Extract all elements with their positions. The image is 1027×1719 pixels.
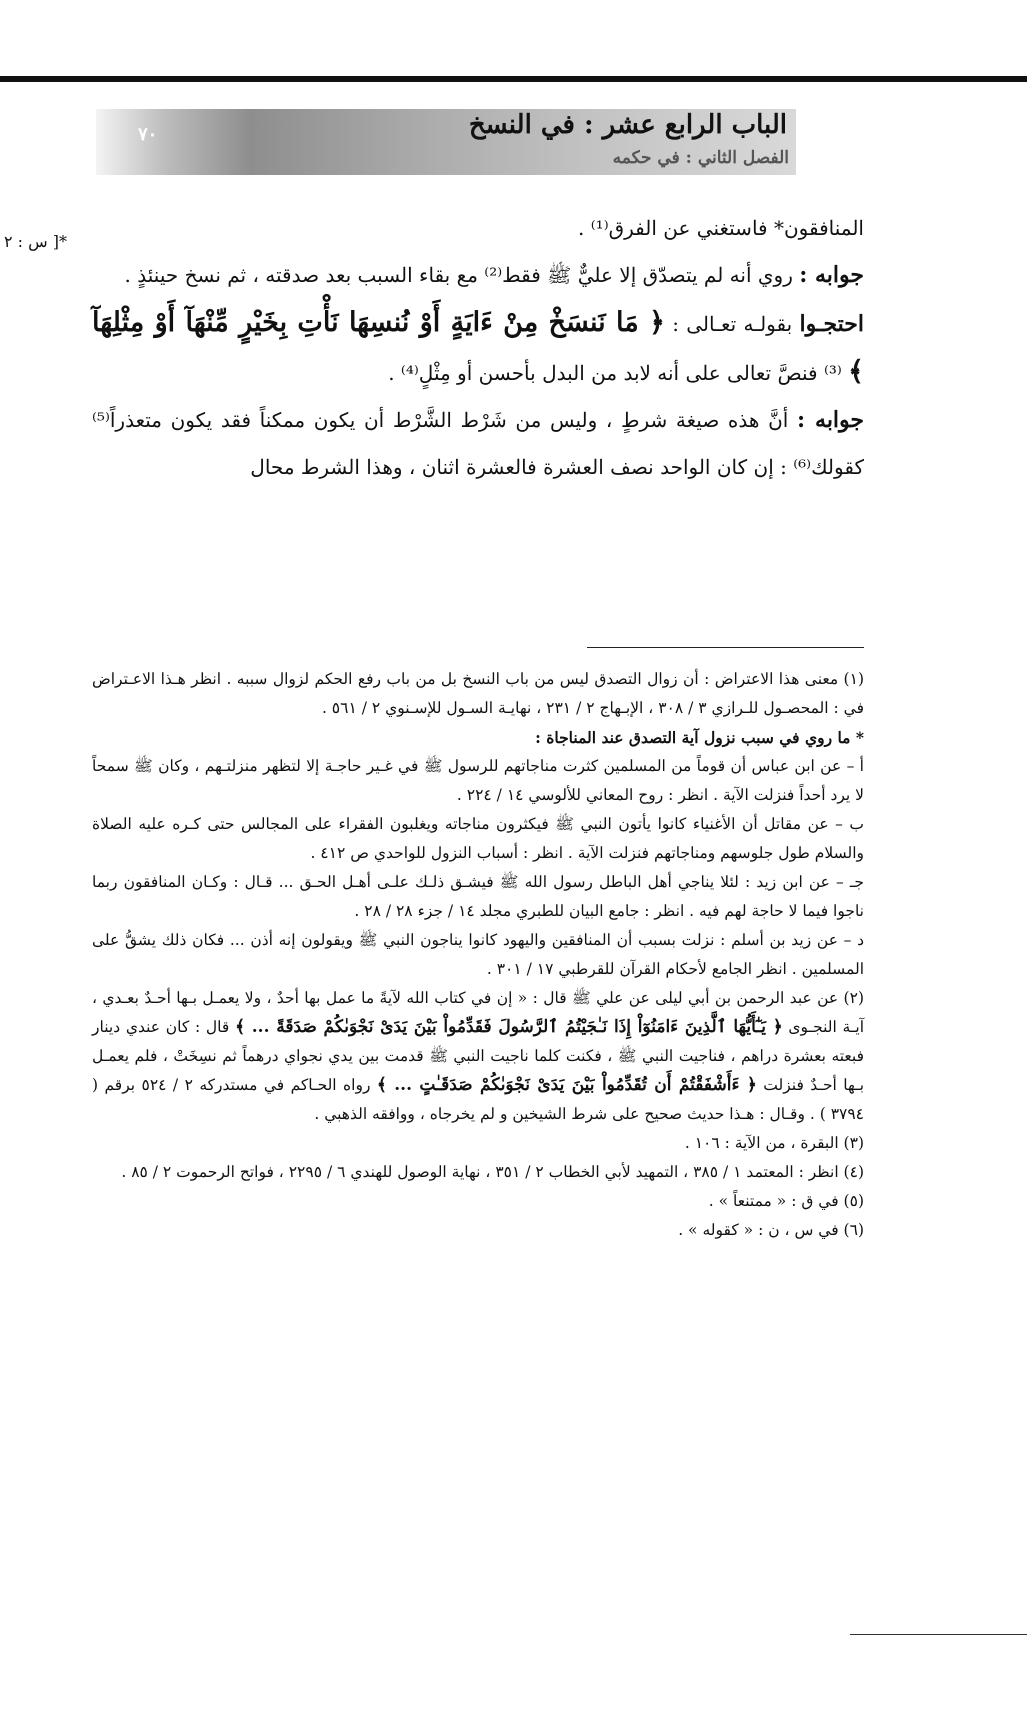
footnote-4: (٤) انظر : المعتمد ١ / ٣٨٥ ، التمهيد لأبي الخطاب ٢ / ٣٥١ ، نهاية الوصول للهندي ٦ / ٢٢٩٥ ، فواتح الرحموت ٢ / ٨٥ . — [121, 1163, 864, 1181]
top-rule — [0, 76, 1027, 82]
chapter-title: الباب الرابع عشر : في النسخ — [468, 110, 787, 140]
footnote-2 — [92, 984, 864, 1129]
footnote-star-c: جـ – عن ابن زيد : لئلا يناجي أهل الباطل رسول الله ﷺ فيشـق ذلـك علـى أهـل الحـق ... قـال : وكـان المنافقون ربما ناجوا فيما لا حاجة لهم فيه . انظر : جامع البيان للطبري مجلد ١٤ / جزء ٢٨ / ٢٨ . — [92, 873, 864, 920]
quran-verse: ﴿ ءَأَشْفَقْتُمْ أَن تُقَدِّمُواْ بَيْنَ يَدَىْ نَجْوَىٰكُمْ صَدَقَـٰتٍ ... ﴾ — [376, 1075, 757, 1095]
footnote-text: قال : كان عندي دينار فبعته بعشرة دراهم ، فناجيت النبي ﷺ ، فكنت كلما ناجيت النبي ﷺ قدمت بين يدي نجواي درهماً ثم نسِخَتْ ، فلم يعمـل بـها أحـدٌ فنزلت — [92, 1018, 865, 1094]
footnote-text: (٢) عن عبد الرحمن بن أبي ليلى عن علي ﷺ قال : « إن في كتاب الله لآيةً ما عمل بها أحدٌ ، ولا يعمـل بـها أحـدٌ بعـدي ، آيـة النجـوى — [92, 989, 864, 1036]
answer-label: جوابه : — [799, 262, 864, 288]
footnote-3: (٣) البقرة ، من الآية : ١٠٦ . — [684, 1134, 864, 1152]
paragraph-text: بقولـه تعـالى : — [672, 312, 793, 336]
footnote-star-a: أ – عن ابن عباس أن قوماً من المسلمين كثرت مناجاتهم للرسول ﷺ في غـير حاجـة إلا لتظهر منزلتـهم ، وكان ﷺ سمحاً لا يرد أحداً فنزلت الآية . انظر : روح المعاني للألوسي ١٤ / ٢٢٤ . — [92, 757, 864, 804]
footnote-separator — [587, 647, 864, 648]
footnote-6: (٦) في س ، ن : « كقوله » . — [678, 1221, 864, 1239]
footnote-star-heading: * ما روي في سبب نزول آية التصدق عند المناجاة : — [535, 728, 864, 747]
paragraph-text: روي أنه لم يتصدّق إلا عليٌّ ﷺ فقط⁽²⁾ مع بقاء السبب بعد صدقته ، ثم نسخ حينئذٍ . — [124, 263, 793, 287]
paragraph-text: أنَّ هذه صيغة شرطٍ ، وليس من شَرْط الشَّرْط أن يكون ممكناً فقد يكون متعذراً⁽⁵⁾ كقولك⁽⁶⁾ : إن كان الواحد نصف العشرة فالعشرة اثنان ، وهذا الشرط محال — [92, 408, 864, 479]
quran-verse: ﴿ يَـٰٓأَيُّهَا ٱلَّذِينَ ءَامَنُوٓاْ إِذَا نَـٰجَيْتُمُ ٱلرَّسُولَ فَقَدِّمُواْ بَيْنَ يَدَىْ نَجْوَىٰكُمْ صَدَقَةً ... ﴾ — [235, 1017, 783, 1037]
footnote-star-d: د – عن زيد بن أسلم : نزلت بسبب أن المنافقين واليهود كانوا يناجون النبي ﷺ ويقولون إنه أذن ... فكان ذلك يشقُّ على المسلمين . انظر الجامع لأحكام القرآن للقرطبي ١٧ / ٣٠١ . — [92, 931, 864, 978]
paragraph-text: ⁽³⁾ فنصَّ تعالى على أنه لابد من البدل بأحسن أو مِثْلٍ⁽⁴⁾ . — [388, 361, 842, 385]
paragraph: المنافقون* فاستغني عن الفرق⁽¹⁾ . — [578, 216, 864, 240]
footnote-1: (١) معنى هذا الاعتراض : أن زوال التصدق ليس من باب النسخ بل من باب رفع الحكم لزوال سببه . انظر هـذا الاعـتراض في : المحصـول للـرازي ٣ / ٣٠٨ ، الإبـهاج ٢ / ٢٣١ ، نهايـة السـول للإسـنوي ٢ / ٥٦١ . — [92, 670, 864, 717]
main-text — [92, 205, 864, 491]
answer-label: جوابه : — [796, 407, 865, 433]
section-title: الفصل الثاني : في حكمه — [612, 148, 789, 168]
argument-label: احتجـوا — [799, 311, 864, 337]
margin-note: *[ س : ٢ — [4, 232, 68, 251]
footnote-text: رواه الحـاكم في مستدركه ٢ / ٥٢٤ برقم ( ٣٧٩٤ ) . وقـال : هـذا حديث صحيح على شرط الشيخين و لم يخرجاه ، ووافقه الذهبي . — [92, 1076, 864, 1123]
paragraph — [92, 397, 864, 491]
quran-verse: ﴿ مَا نَنسَخْ مِنْ ءَايَةٍ أَوْ نُنسِهَا نَأْتِ بِخَيْرٍ مِّنْهَآ أَوْ مِثْلِهَآ ﴾ — [92, 307, 864, 387]
paragraph — [92, 299, 864, 397]
footnotes — [92, 665, 864, 1245]
bottom-rule — [850, 1634, 1027, 1635]
page-number: ٧٠ — [138, 124, 158, 145]
paragraph — [92, 252, 864, 299]
footnote-5: (٥) في ق : « ممتنعاً » . — [708, 1192, 864, 1210]
footnote-star-b: ب – عن مقاتل أن الأغنياء كانوا يأتون النبي ﷺ فيكثرون مناجاته ويغلبون الفقراء على المجالس حتى كـره عليه الصلاة والسلام طول جلوسهم ومناجاتهم فنزلت الآية . انظر : أسباب النزول للواحدي ص ٤١٢ . — [92, 815, 864, 862]
